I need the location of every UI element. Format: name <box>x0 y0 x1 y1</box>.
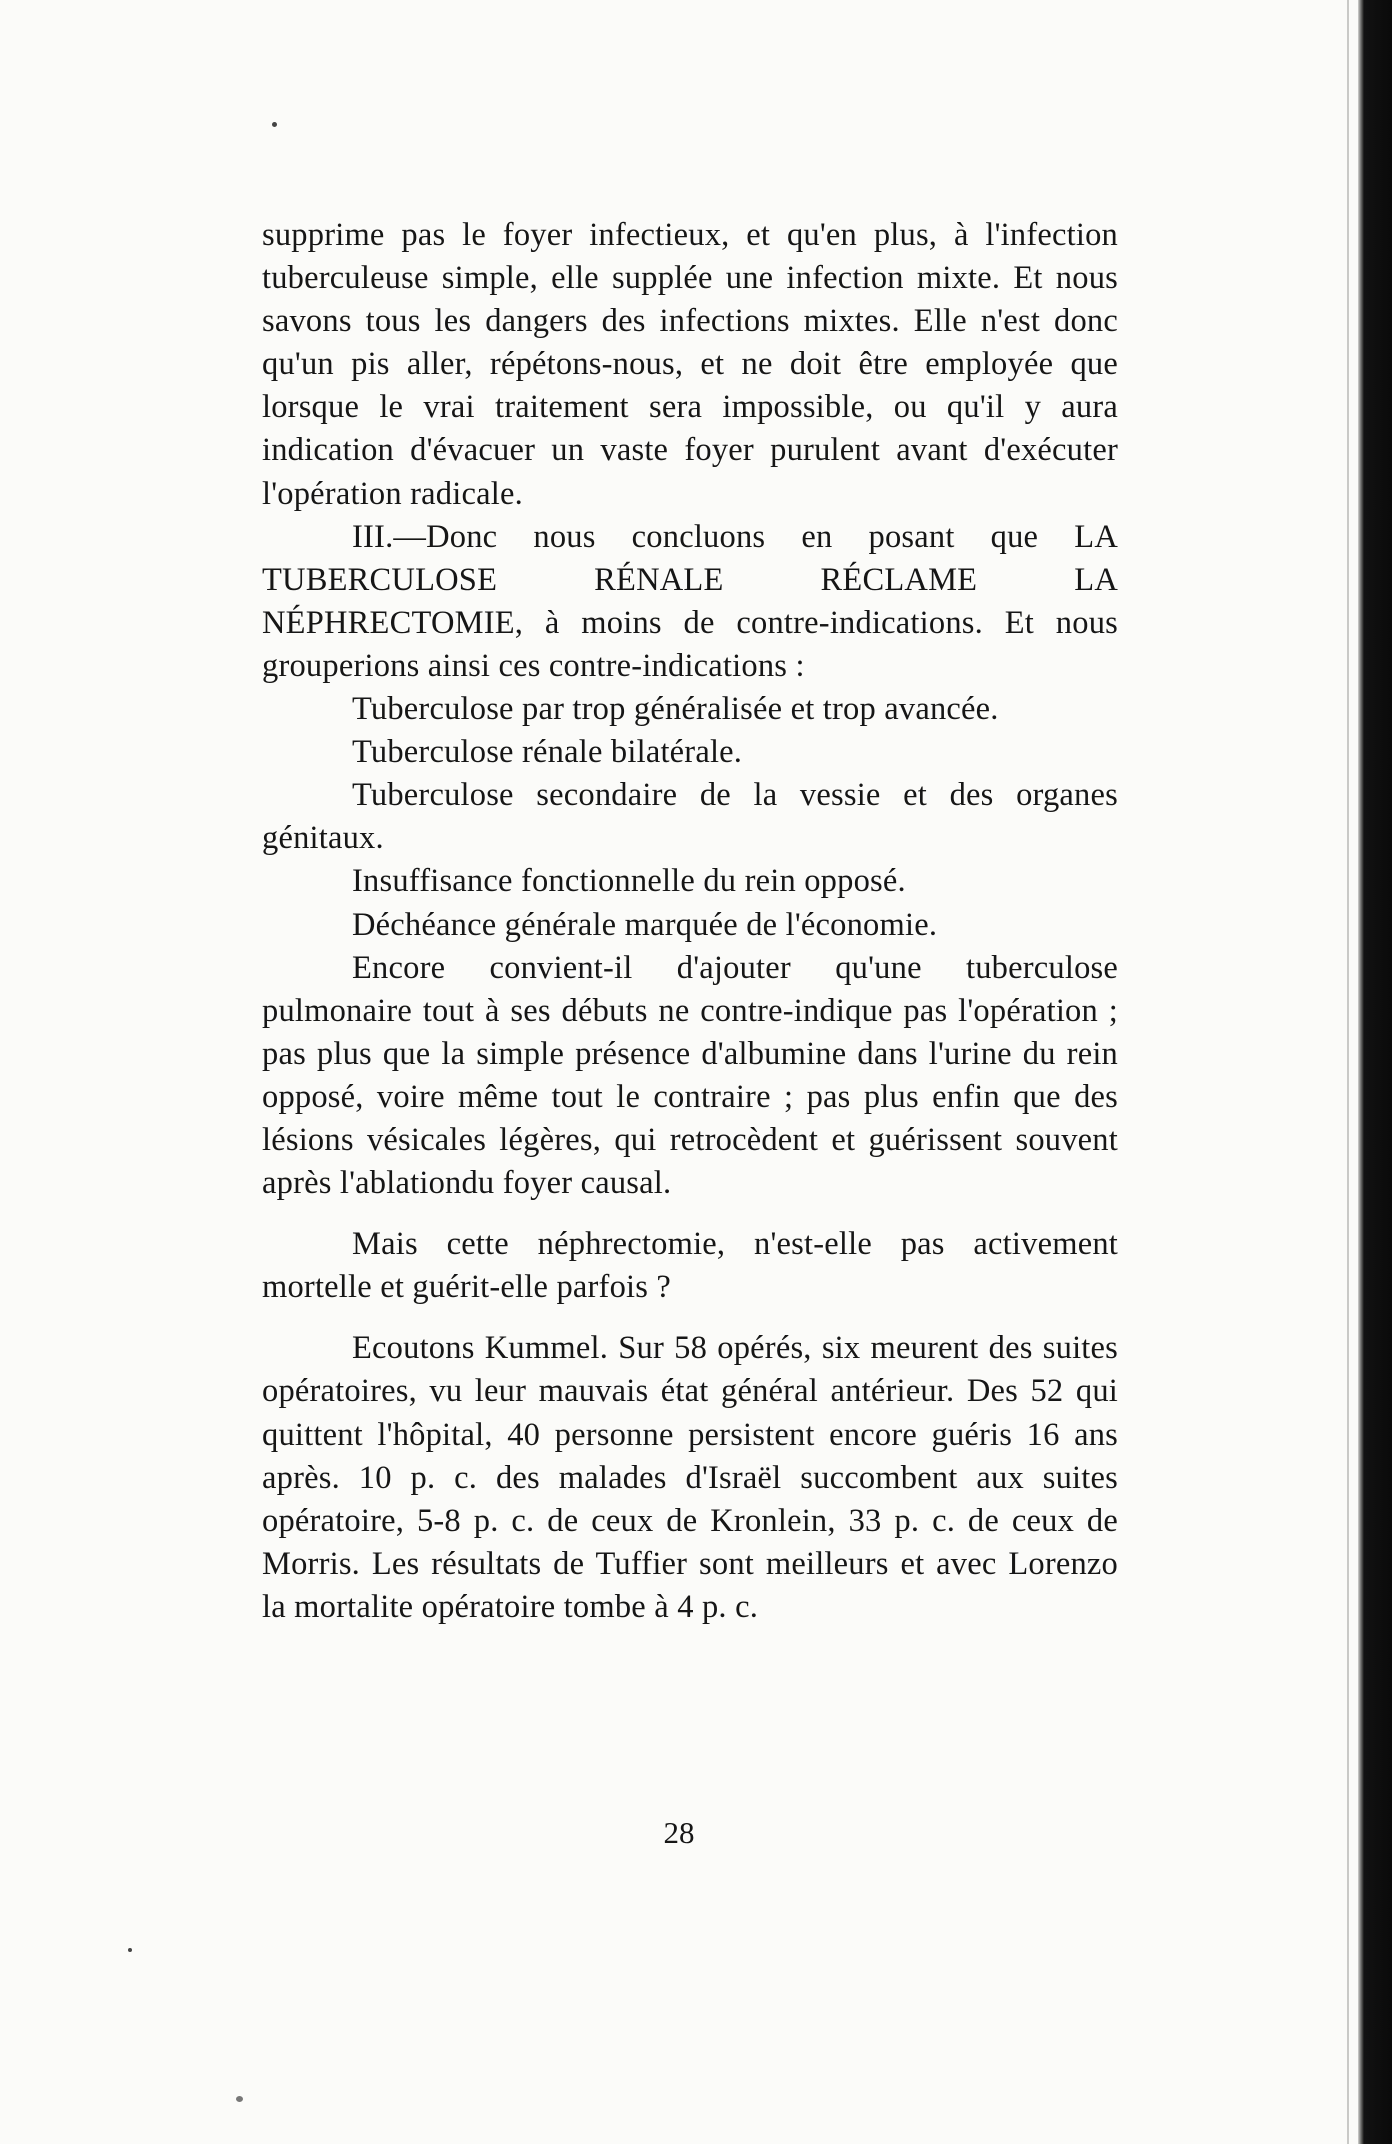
page-number: 28 <box>663 1815 695 1850</box>
list-item: Tuberculose rénale bilatérale. <box>352 734 743 771</box>
scan-speck <box>272 122 277 127</box>
paragraph: III.—Donc nous concluons en posant que LA TUBERCULOSE RÉNALE RÉCLAME LA NÉPHRECTOMIE, à moins de contre-indications. Et nous grouperions ainsi ces contre-indications : <box>262 518 1118 684</box>
list-item: Tuberculose par trop généralisée et trop avancée. <box>352 691 999 728</box>
paragraph: Mais cette néphrectomie, n'est-elle pas activement mortelle et guérit-elle parfois ? <box>262 1226 1118 1306</box>
scan-border <box>1358 0 1392 2144</box>
list-item: Déchéance générale marquée de l'économie. <box>352 906 938 943</box>
body-text <box>262 214 1118 1629</box>
list-item: Tuberculose secondaire de la vessie et des organes génitaux. <box>262 777 1118 857</box>
page-edge-line <box>1347 0 1349 2144</box>
scan-speck <box>236 2096 243 2102</box>
list-item: Insuffisance fonctionnelle du rein opposé. <box>352 863 906 900</box>
paragraph: Encore convient-il d'ajouter qu'une tuberculose pulmonaire tout à ses débuts ne contre-indique pas l'opération ; pas plus que la simple présence d'albumine dans l'urine du rein opposé, voire même tout le contraire ; pas plus enfin que des lésions vésicales légères, qui retrocèdent et guérissent souvent après l'ablationdu foyer causal. <box>262 949 1118 1202</box>
paragraph: Ecoutons Kummel. Sur 58 opérés, six meurent des suites opératoires, vu leur mauvais état général antérieur. Des 52 qui quittent l'hôpital, 40 personne persistent encore guéris 16 ans après. 10 p. c. des malades d'Israël succombent aux suites opératoire, 5-8 p. c. de ceux de Kronlein, 33 p. c. de ceux de Morris. Les résultats de Tuffier sont meilleurs et avec Lorenzo la mortalite opératoire tombe à 4 p. c. <box>262 1330 1118 1625</box>
scan-speck <box>128 1948 132 1952</box>
paragraph: supprime pas le foyer infectieux, et qu'en plus, à l'infection tuberculeuse simple, elle supplée une infection mixte. Et nous savons tous les dangers des infections mixtes. Elle n'est donc qu'un pis aller, répétons-nous, et ne doit être employée que lorsque le vrai traitement sera impossible, ou qu'il y aura indication d'évacuer un vaste foyer purulent avant d'exécuter l'opération radicale. <box>262 217 1118 512</box>
